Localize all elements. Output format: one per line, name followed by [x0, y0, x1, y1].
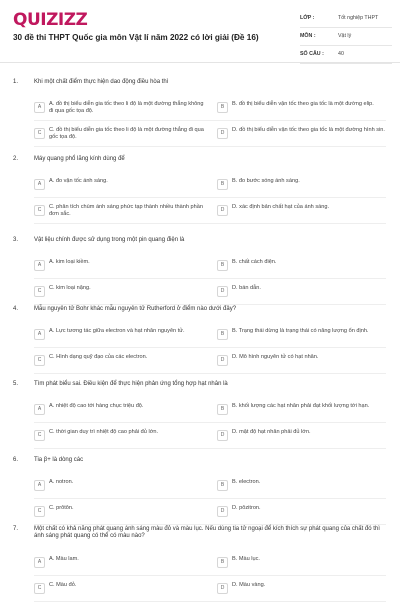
meta-label: LỚP :	[300, 15, 315, 21]
meta-row-class	[300, 12, 392, 28]
option-text: A. đồ thị biểu diễn gia tốc theo li độ là một đường thẳng không đi qua gốc tọa độ.	[49, 101, 204, 114]
option-text: D. Mô hình nguyên tử có hạt nhân.	[232, 354, 319, 360]
option-text: D. đồ thị biểu diễn vận tốc theo gia tốc là một đường hình sin.	[232, 127, 385, 133]
meta-value: 40	[338, 51, 344, 57]
option-text: C. thời gian duy trì nhiệt độ cao phải đủ lớn.	[49, 429, 159, 435]
answer-option-c[interactable]	[34, 505, 204, 523]
answer-option-b[interactable]	[217, 556, 387, 574]
option-row-divider	[34, 373, 386, 374]
question-text: Vật liệu chính được sử dụng trong một pin quang điện là	[34, 237, 185, 243]
option-letter-badge: A	[34, 260, 45, 271]
option-letter-badge: C	[34, 286, 45, 297]
question-text: Một chất có khả năng phát quang ánh sáng màu đỏ và màu lục. Nếu dùng tia tử ngoại để kích thích sự phát quang của chất đó thì ánh sáng phát quang có thể có màu nào?	[34, 526, 380, 540]
option-letter-badge: C	[34, 205, 45, 216]
quizizz-logo[interactable]: QUIZIZZ	[13, 10, 88, 30]
option-letter-badge: B	[217, 260, 228, 271]
answer-option-a[interactable]	[34, 259, 204, 277]
option-text: C. kim loại nặng.	[49, 285, 91, 291]
option-text: A. Màu lam.	[49, 556, 79, 562]
option-letter-badge: B	[217, 404, 228, 415]
answer-option-b[interactable]	[217, 178, 387, 196]
option-letter-badge: C	[34, 583, 45, 594]
option-text: C. đồ thị biểu diễn gia tốc theo li độ là một đường thẳng đi qua gốc tọa độ.	[49, 127, 204, 140]
option-row-divider	[34, 575, 386, 576]
document-title: 30 đề thi THPT Quốc gia môn Vật lí năm 2022 có lời giải (Đề 16)	[13, 33, 259, 42]
option-letter-badge: B	[217, 179, 228, 190]
meta-row-subject	[300, 30, 392, 46]
option-text: C. prôtôn.	[49, 505, 74, 511]
option-letter-badge: A	[34, 480, 45, 491]
option-text: B. chất cách điện.	[232, 259, 277, 265]
option-text: C. Hình dạng quỹ đạo của các electron.	[49, 354, 148, 360]
option-text: B. đồ thị biểu diễn vận tốc theo gia tốc là một đường elip.	[232, 101, 374, 107]
answer-option-c[interactable]	[34, 285, 204, 303]
question-text: Khi một chất điểm thực hiện dao động điều hòa thì	[34, 79, 169, 85]
question-number: 3.	[13, 237, 19, 243]
option-letter-badge: A	[34, 102, 45, 113]
option-letter-badge: D	[217, 205, 228, 216]
option-text: B. đo bước sóng ánh sáng.	[232, 178, 300, 184]
option-text: D. xác định bản chất hạt của ánh sáng.	[232, 204, 330, 210]
option-letter-badge: B	[217, 480, 228, 491]
option-letter-badge: A	[34, 557, 45, 568]
option-letter-badge: B	[217, 329, 228, 340]
option-text: B. khối lượng các hạt nhân phải đạt khối lượng tới hạn.	[232, 403, 370, 409]
answer-option-c[interactable]	[34, 582, 204, 600]
answer-option-d[interactable]	[217, 505, 387, 523]
option-letter-badge: C	[34, 430, 45, 441]
option-letter-badge: C	[34, 506, 45, 517]
worksheet-header	[0, 0, 400, 63]
answer-option-d[interactable]	[217, 127, 387, 145]
option-letter-badge: D	[217, 286, 228, 297]
question-text: Tia β+ là dòng các	[34, 457, 84, 463]
answer-option-b[interactable]	[217, 259, 387, 277]
option-text: D. mật độ hạt nhân phải đủ lớn.	[232, 429, 311, 435]
meta-label: SỐ CÂU :	[300, 51, 324, 57]
option-letter-badge: D	[217, 506, 228, 517]
option-row-divider	[34, 146, 386, 147]
answer-option-d[interactable]	[217, 582, 387, 600]
option-letter-badge: B	[217, 102, 228, 113]
option-row-divider	[34, 223, 386, 224]
option-text: A. kim loại kiềm.	[49, 259, 90, 265]
meta-row-count	[300, 48, 392, 64]
option-letter-badge: A	[34, 179, 45, 190]
question-number: 1.	[13, 79, 19, 85]
option-text: D. pôzitron.	[232, 505, 261, 511]
meta-value: Tốt nghiệp THPT	[338, 15, 379, 21]
question-text: Máy quang phổ lăng kính dùng để	[34, 156, 125, 162]
question-number: 5.	[13, 381, 19, 387]
option-row-divider	[34, 278, 386, 279]
option-row-divider	[34, 498, 386, 499]
answer-option-b[interactable]	[217, 328, 387, 346]
question-number: 7.	[13, 526, 19, 532]
option-row-divider	[34, 422, 386, 423]
meta-value: Vật lý	[338, 33, 352, 39]
answer-option-d[interactable]	[217, 204, 387, 222]
option-text: B. electron.	[232, 479, 261, 485]
question-text: Tìm phát biểu sai. Điều kiện để thực hiện phản ứng tổng hợp hạt nhân là	[34, 381, 228, 387]
answer-option-a[interactable]	[34, 556, 204, 574]
option-letter-badge: A	[34, 404, 45, 415]
answer-option-a[interactable]	[34, 328, 204, 346]
answer-option-c[interactable]	[34, 204, 204, 222]
option-row-divider	[34, 197, 386, 198]
option-letter-badge: B	[217, 557, 228, 568]
question-number: 2.	[13, 156, 19, 162]
option-text: A. notron.	[49, 479, 74, 485]
option-letter-badge: D	[217, 128, 228, 139]
answer-option-b[interactable]	[217, 101, 387, 119]
answer-option-c[interactable]	[34, 127, 204, 145]
option-row-divider	[34, 448, 386, 449]
option-letter-badge: D	[217, 355, 228, 366]
option-letter-badge: C	[34, 128, 45, 139]
answer-option-d[interactable]	[217, 285, 387, 303]
option-row-divider	[34, 524, 386, 525]
option-letter-badge: D	[217, 583, 228, 594]
answer-option-d[interactable]	[217, 429, 387, 447]
option-text: B. Màu lục.	[232, 556, 260, 562]
option-text: C. Màu đỏ.	[49, 582, 77, 588]
meta-label: MÔN :	[300, 33, 316, 39]
question-number: 4.	[13, 306, 19, 312]
option-row-divider	[34, 120, 386, 121]
answer-option-a[interactable]	[34, 178, 204, 196]
answer-option-d[interactable]	[217, 354, 387, 372]
option-row-divider	[34, 347, 386, 348]
option-letter-badge: A	[34, 329, 45, 340]
option-text: A. đo vận tốc ánh sáng.	[49, 178, 108, 184]
answer-option-b[interactable]	[217, 479, 387, 497]
option-text: D. Màu vàng.	[232, 582, 266, 588]
option-row-divider	[34, 304, 386, 305]
question-number: 6.	[13, 457, 19, 463]
meta-panel	[300, 12, 392, 66]
answer-option-c[interactable]	[34, 354, 204, 372]
question-text: Mẫu nguyên tử Bohr khác mẫu nguyên tử Rutherford ở điểm nào dưới đây?	[34, 306, 237, 312]
answer-option-b[interactable]	[217, 403, 387, 421]
option-letter-badge: C	[34, 355, 45, 366]
answer-option-c[interactable]	[34, 429, 204, 447]
option-text: D. bán dẫn.	[232, 285, 261, 291]
option-text: A. nhiệt độ cao tới hàng chục triệu độ.	[49, 403, 144, 409]
option-text: A. Lực tương tác giữa electron và hạt nhân nguyên tử.	[49, 328, 185, 334]
option-text: B. Trạng thái dừng là trạng thái có năng lượng ổn định.	[232, 328, 369, 334]
option-text: C. phân tích chùm ánh sáng phức tạp thành nhiều thành phần đơn sắc.	[49, 204, 203, 217]
answer-option-a[interactable]	[34, 479, 204, 497]
answer-option-a[interactable]	[34, 403, 204, 421]
answer-option-a[interactable]	[34, 101, 204, 119]
option-letter-badge: D	[217, 430, 228, 441]
